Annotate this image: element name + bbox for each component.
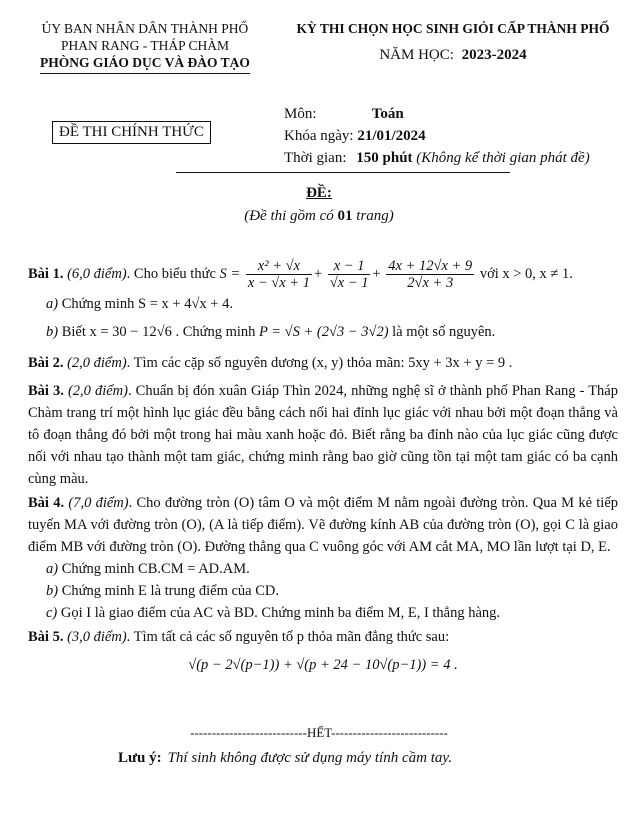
exam-title: KỲ THI CHỌN HỌC SINH GIỎI CẤP THÀNH PHỐ (296, 21, 610, 36)
problem-4b: b) Chứng minh E là trung điểm của CD. (46, 583, 279, 600)
note (118, 750, 452, 767)
problems (28, 257, 618, 676)
header-left-line2: PHAN RANG - THÁP CHÀM (60, 38, 230, 53)
note-text: Thí sinh không được sử dụng máy tính cầm tay. (167, 750, 452, 766)
problem-3: Bài 3. (2,0 điểm). Chuẩn bị đón xuân Giáp Thìn 2024, những nghệ sĩ ở thành phố Phan Rang - Tháp Chàm trang trí một hình lục giác đều bằng cách nối hai đỉnh lục giác với nhau bởi một đoạn thẳng và tô đoạn thẳng đó bởi một trong hai màu xanh hoặc đỏ. Biết rằng ba đỉnh nào của lục giác cũng được nối với nhau tạo thành một tam giác, chứng minh rằng bao giờ cũng tồn tại một tam giác có ba cạnh cùng màu. (28, 383, 618, 488)
problem-5: Bài 5. (3,0 điểm). Tìm tất cả các số nguyên tố p thỏa mãn đẳng thức sau: (28, 629, 450, 646)
header-right (278, 20, 628, 64)
problem-1: Bài 1. (6,0 điểm). Cho biểu thức S = $\frac{\text{x² + √x}}{x - √x + 1}$ + $\frac{x - 1}{√x - 1}$ + $\frac{4x + 12√x + 9}{2√x + 3}$ với x > 0, x ≠ 1. (28, 258, 573, 292)
problem-1a: a) Chứng minh S = x + 4√x + 4. (46, 296, 233, 313)
time-note: (Không kể thời gian phát đề) (416, 150, 590, 166)
end-marker: ---------------------------HẾT--------------------------- (190, 725, 448, 740)
subject-value: Toán (371, 106, 404, 122)
time-label: Thời gian: (284, 150, 347, 166)
date-value: 21/01/2024 (357, 128, 426, 144)
school-year (278, 47, 628, 64)
note-label: Lưu ý: (118, 750, 162, 766)
problem-4a: a) Chứng minh CB.CM = AD.AM. (46, 561, 250, 578)
subject-label: Môn: (284, 106, 317, 122)
time-value: 150 phút (356, 150, 413, 166)
school-year-label: NĂM HỌC: (379, 47, 454, 63)
problem-1b: b) Biết x = 30 − 12√6 . Chứng minh P = √S + (2√3 − 3√2) là một số nguyên. (46, 324, 496, 341)
problem-4c: c) Gọi I là giao điểm của AC và BD. Chứng minh ba điểm M, E, I thẳng hàng. (46, 605, 501, 622)
header-left (20, 20, 270, 74)
de-subtitle: (Đề thi gồm có 01 trang) (244, 208, 394, 224)
problem-2: Bài 2. (2,0 điểm). Tìm các cặp số nguyên dương (x, y) thỏa mãn: 5xy + 3x + y = 9 . (28, 355, 513, 372)
exam-info (284, 103, 590, 169)
school-year-value: 2023-2024 (461, 47, 527, 63)
header-left-line1: ỦY BAN NHÂN DÂN THÀNH PHỐ (41, 21, 249, 36)
problem-5-equation: √(p − 2√(p−1)) + √(p + 24 − 10√(p−1)) = 4 . (188, 657, 458, 674)
problem-4: Bài 4. (7,0 điểm). Cho đường tròn (O) tâm O và một điểm M nằm ngoài đường tròn. Qua M kẻ tiếp tuyến MA với đường tròn (O), (A là tiếp điểm). Vẽ đường kính AB của đường tròn (O), gọi C là giao điểm MB với đường tròn (O). Đường thẳng qua C vuông góc với AM cắt MA, MO lần lượt tại D, E. (28, 495, 619, 556)
date-label: Khóa ngày: (284, 128, 354, 144)
header-divider (176, 172, 510, 173)
official-exam-box: ĐỀ THI CHÍNH THỨC (52, 121, 211, 144)
de-heading: ĐỀ: (306, 185, 332, 201)
header-left-line3: PHÒNG GIÁO DỤC VÀ ĐÀO TẠO (20, 54, 270, 74)
